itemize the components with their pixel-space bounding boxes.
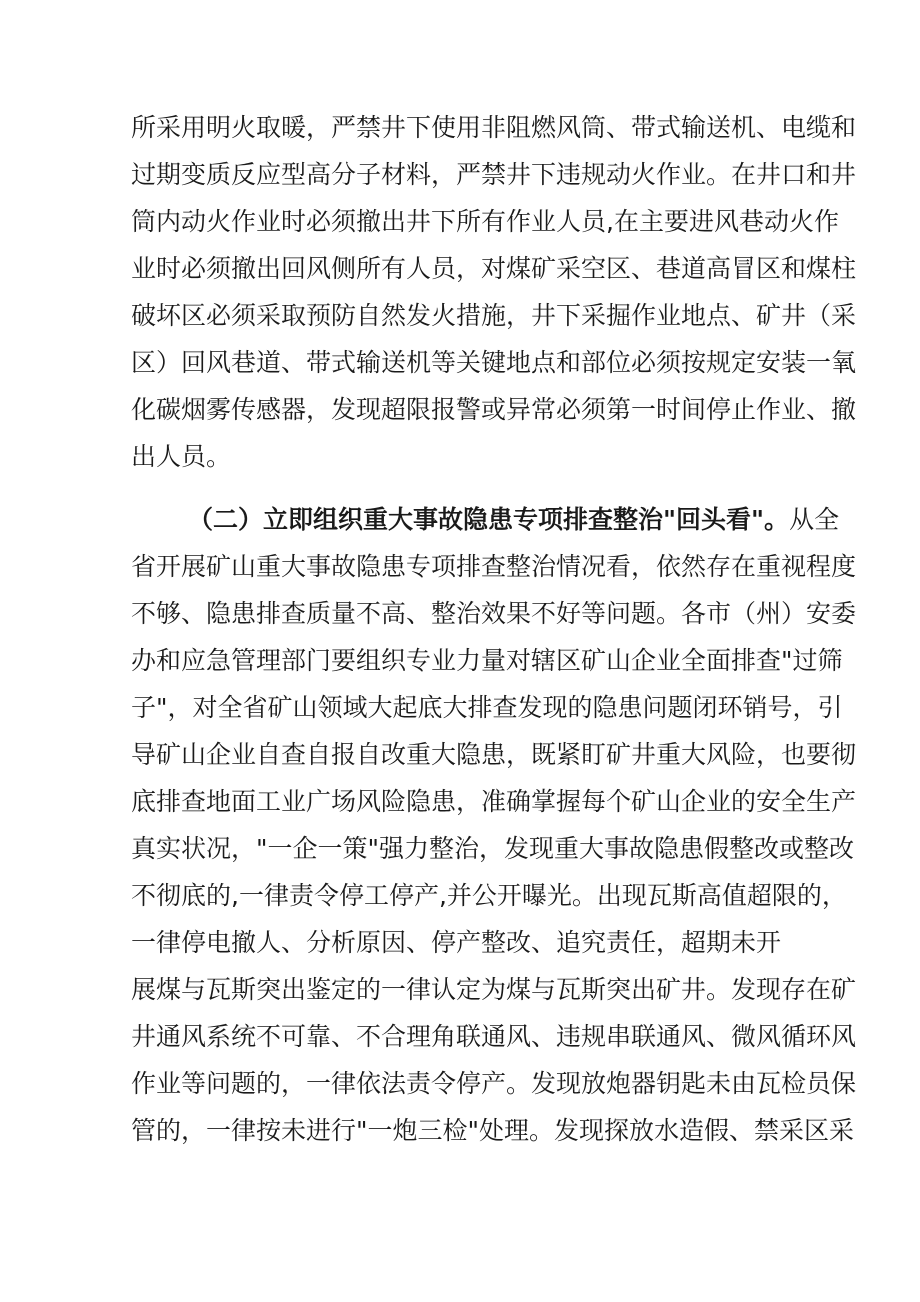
text-line: 子"，对全省矿山领域大起底大排查发现的隐患问题闭环销号，引 [131,693,843,722]
text-line: 作业等问题的，一律依法责令停产。发现放炮器钥匙未由瓦检员保 [131,1069,857,1098]
text-line: 井通风系统不可靠、不合理角联通风、违规串联通风、微风循环风 [131,1022,857,1051]
text-line: 化碳烟雾传感器，发现超限报警或异常必须第一时间停止作业、撤 [131,395,857,424]
text-line: 所采用明火取暖，严禁井下使用非阻燃风筒、带式输送机、电缆和 [131,113,857,142]
text-line: 管的，一律按未进行"一炮三检"处理。发现探放水造假、禁采区采 [131,1116,855,1145]
text-line: 底排查地面工业广场风险隐患，准确掌握每个矿山企业的安全生产 [131,787,857,816]
heading-line [131,496,840,543]
section-heading: （二）立即组织重大事故隐患专项排查整治"回头看"。 [188,505,790,534]
text-line: 出人员。 [131,442,232,471]
text-line: 导矿山企业自查自报自改重大隐患，既紧盯矿井重大风险，也要彻 [131,740,857,769]
paragraph-continuation [131,104,857,480]
text-line: 不够、隐患排查质量不高、整治效果不好等问题。各市（州）安委 [131,599,857,628]
text-line: 一律停电撤人、分析原因、停产整改、追究责任，超期未开 [131,928,782,957]
text-line: 不彻底的,一律责令停工停产,并公开曝光。出现瓦斯高值超限的， [131,881,847,910]
text-line: 省开展矿山重大事故隐患专项排查整治情况看，依然存在重视程度 [131,552,857,581]
text-line: 筒内动火作业时必须撤出井下所有作业人员,在主要进风巷动火作 [131,207,839,236]
text-line: 过期变质反应型高分子材料，严禁井下违规动火作业。在井口和井 [131,160,857,189]
text-line: 办和应急管理部门要组织专业力量对辖区矿山企业全面排查"过筛 [131,646,843,675]
text-line: 业时必须撤出回风侧所有人员，对煤矿采空区、巷道高冒区和煤柱 [131,254,857,283]
text-line: 破坏区必须采取预防自然发火措施，井下采掘作业地点、矿井（采 [131,301,857,330]
paragraph-section-2 [131,496,857,1154]
heading-line-rest: 从全 [789,505,840,534]
text-line: 真实状况，"一企一策"强力整治，发现重大事故隐患假整改或整改 [131,834,855,863]
text-line: 区）回风巷道、带式输送机等关键地点和部位必须按规定安装一氧 [131,348,857,377]
text-line: 展煤与瓦斯突出鉴定的一律认定为煤与瓦斯突出矿井。发现存在矿 [131,975,857,1004]
